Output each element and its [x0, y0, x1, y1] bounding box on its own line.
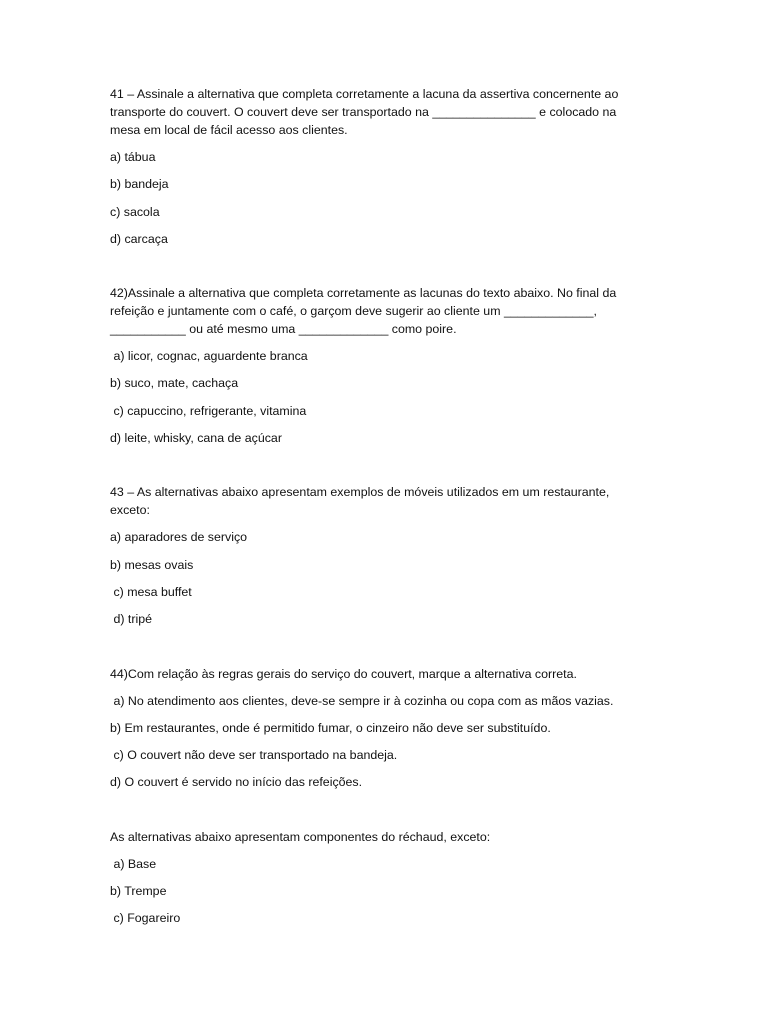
document-body [110, 85, 650, 937]
question-stem: As alternativas abaixo apresentam componentes do réchaud, exceto: [110, 829, 491, 844]
option-a: a) licor, cognac, aguardente branca [110, 349, 308, 364]
option-a: a) tábua [110, 150, 156, 164]
option-d: d) carcaça [110, 231, 168, 246]
option-b: b) bandeja [110, 177, 169, 192]
question-stem: 43 – As alternativas abaixo apresentam exemplos de móveis utilizados em um restaurante, exceto: [110, 485, 613, 518]
option-a: a) Base [110, 856, 157, 871]
question-stem: 42)Assinale a alternativa que completa corretamente as lacunas do texto abaixo. No final da refeição e juntamente com o café, o garçom deve sugerir ao cliente um _____________, ___________ ou até mesmo uma _____________ como poire. [110, 286, 620, 337]
question-rechaud [110, 828, 650, 928]
option-b: b) suco, mate, cachaça [110, 376, 239, 391]
question-44 [110, 665, 650, 792]
question-spacer [110, 801, 650, 828]
question-stem: 41 – Assinale a alternativa que completa corretamente a lacuna da assertiva concernente ao transporte do couvert. O couvert deve ser transportado na _______________ e colocado na mesa em local de fácil acesso aos clientes. [110, 87, 622, 137]
question-41 [110, 85, 650, 248]
option-d: d) O couvert é servido no início das refeições. [110, 775, 363, 790]
option-d: d) tripé [110, 612, 153, 627]
option-a: a) No atendimento aos clientes, deve-se sempre ir à cozinha ou copa com as mãos vazias. [110, 693, 614, 708]
option-c: c) O couvert não deve ser transportado na bandeja. [110, 748, 398, 763]
question-spacer [110, 638, 650, 665]
question-43 [110, 483, 650, 628]
option-c: c) Fogareiro [110, 911, 181, 926]
question-42 [110, 284, 650, 447]
option-d: d) leite, whisky, cana de açúcar [110, 431, 282, 446]
option-c: c) mesa buffet [110, 584, 192, 599]
question-spacer [110, 257, 650, 284]
option-b: b) mesas ovais [110, 557, 194, 572]
option-b: b) Em restaurantes, onde é permitido fumar, o cinzeiro não deve ser substituído. [110, 720, 551, 735]
question-stem: 44)Com relação às regras gerais do serviço do couvert, marque a alternativa correta. [110, 666, 577, 681]
option-c: c) sacola [110, 204, 160, 219]
option-a: a) aparadores de serviço [110, 530, 248, 545]
option-c: c) capuccino, refrigerante, vitamina [110, 403, 307, 418]
question-spacer [110, 456, 650, 483]
option-b: b) Trempe [110, 884, 167, 899]
